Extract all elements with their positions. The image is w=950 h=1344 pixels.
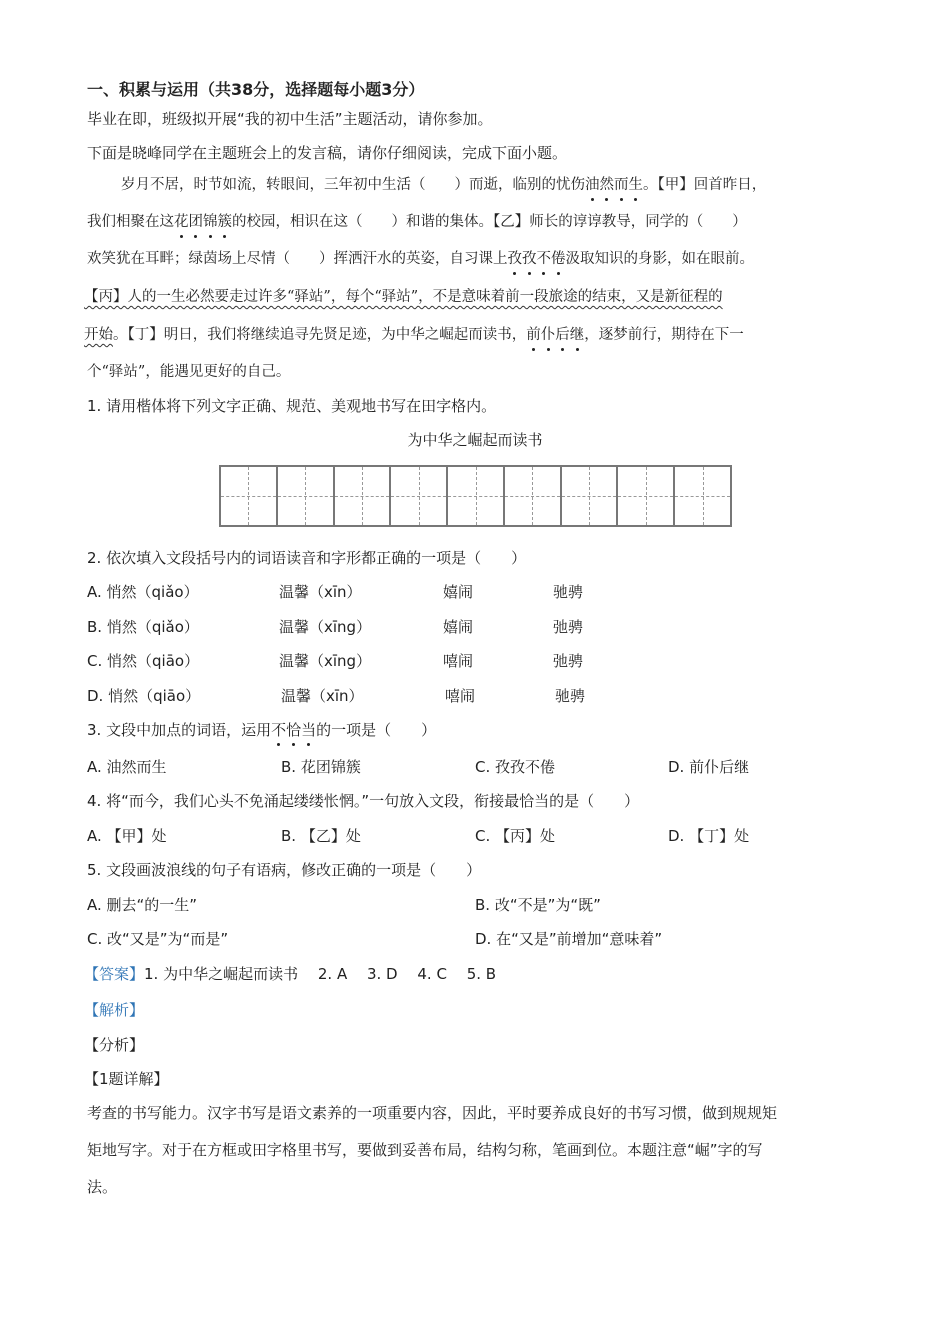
dotted-word-inappropriate: 不恰当 (271, 721, 317, 739)
dotted-word-4: 前仆后继 (526, 327, 584, 343)
q2-option-c: C. 悄然（qiāo） (87, 652, 200, 670)
q3-option-d: D. 前仆后继 (668, 758, 750, 776)
passage-line-5: 开始。【丁】明日，我们将继续追寻先贤足迹，为中华之崛起而读书，前仆后继，逐梦前行，期待在下一 (84, 324, 744, 346)
q5-option-a: A. 删去“的一生” (87, 896, 198, 914)
grid-cell (278, 467, 335, 525)
grid-cell (448, 467, 505, 525)
q2-option-b-word4: 弛骋 (553, 618, 584, 636)
q2-option-a-word4: 驰骋 (553, 583, 584, 601)
question-2-stem: 2. 依次填入文段括号内的词语读音和字形都正确的一项是（ ） (87, 549, 527, 567)
section-title: 一、积累与运用（共38分，选择题每小题3分） (87, 80, 425, 99)
dotted-word-1: 油然而生 (585, 177, 643, 193)
q2-option-c-word3: 嘻闹 (443, 652, 474, 670)
q2-option-d: D. 悄然（qiāo） (87, 687, 201, 705)
answer-line (84, 963, 496, 985)
q4-option-b: B. 【乙】处 (281, 827, 361, 845)
writing-prompt: 为中华之崛起而读书 (407, 431, 543, 449)
detail-label: 【1题详解】 (84, 1070, 169, 1088)
q4-option-a: A. 【甲】处 (87, 827, 167, 845)
passage-line-4 (84, 286, 723, 308)
q2-option-a: A. 悄然（qiǎo） (87, 583, 199, 601)
grid-cell (335, 467, 392, 525)
dotted-word-2: 花团锦簇 (174, 214, 232, 230)
q3-option-c: C. 孜孜不倦 (475, 758, 556, 776)
wavy-sentence-part-1: 【丙】人的一生必然要走过许多“驿站”，每个“驿站”，不是意味着前一段旅途的结束，又是新征程的 (84, 289, 723, 305)
passage-line-3: 欢笑犹在耳畔；绿茵场上尽情（ ）挥洒汗水的英姿，自习课上孜孜不倦汲取知识的身影，如在眼前。 (87, 248, 754, 270)
q4-option-d: D. 【丁】处 (668, 827, 750, 845)
analysis-label: 【解析】 (84, 1001, 145, 1019)
detail-line-3: 法。 (87, 1178, 118, 1196)
grid-cell (391, 467, 448, 525)
q2-option-d-word3: 嘻闹 (445, 687, 476, 705)
grid-cell (221, 467, 278, 525)
intro-text-1: 毕业在即，班级拟开展“我的初中生活”主题活动，请你参加。 (87, 110, 493, 128)
q5-option-d: D. 在“又是”前增加“意味着” (475, 930, 663, 948)
q2-option-d-word4: 驰骋 (555, 687, 586, 705)
q3-option-b: B. 花团锦簇 (281, 758, 361, 776)
q2-option-a-word2: 温馨（xīn） (279, 583, 362, 601)
q2-option-c-word4: 弛骋 (553, 652, 584, 670)
fenxi-label: 【分析】 (84, 1036, 145, 1054)
tianzige-grid (219, 465, 732, 527)
dotted-word-3: 孜孜不倦 (508, 251, 566, 267)
detail-line-2: 矩地写字。对于在方框或田字格里书写，要做到妥善布局，结构匀称，笔画到位。本题注意“崛”字的写 (87, 1141, 763, 1159)
question-1-stem: 1. 请用楷体将下列文字正确、规范、美观地书写在田字格内。 (87, 397, 497, 415)
q2-option-d-word2: 温馨（xīn） (281, 687, 364, 705)
detail-line-1: 考查的书写能力。汉字书写是语文素养的一项重要内容，因此，平时要养成良好的书写习惯，做到规规矩 (87, 1104, 778, 1122)
q2-option-b-word2: 温馨（xīng） (279, 618, 372, 636)
passage-line-1: 岁月不居，时节如流，转眼间，三年初中生活（ ）而逝，临别的忧伤油然而生。【甲】回首昨日， (121, 174, 766, 196)
question-4-stem: 4. 将“而今，我们心头不免涌起缕缕怅惘。”一句放入文段，衔接最恰当的是（ ） (87, 792, 640, 810)
q2-option-b: B. 悄然（qiǎo） (87, 618, 199, 636)
question-5-stem: 5. 文段画波浪线的句子有语病，修改正确的一项是（ ） (87, 861, 482, 879)
answer-text: 1. 为中华之崛起而读书 2. A 3. D 4. C 5. B (144, 965, 497, 983)
passage-line-6: 个“驿站”，能遇见更好的自己。 (87, 364, 291, 380)
q3-option-a: A. 油然而生 (87, 758, 167, 776)
grid-cell (675, 467, 730, 525)
grid-cell (618, 467, 675, 525)
grid-cell (505, 467, 562, 525)
q5-option-b: B. 改“不是”为“既” (475, 896, 601, 914)
q2-option-a-word3: 嬉闹 (443, 583, 474, 601)
wavy-sentence-part-2: 开始 (84, 327, 113, 343)
answer-label: 【答案】 (84, 965, 145, 983)
q4-option-c: C. 【丙】处 (475, 827, 556, 845)
q5-option-c: C. 改“又是”为“而是” (87, 930, 229, 948)
intro-text-2: 下面是晓峰同学在主题班会上的发言稿，请你仔细阅读，完成下面小题。 (87, 144, 568, 162)
grid-cell (562, 467, 619, 525)
question-3-stem: 3. 文段中加点的词语，运用不恰当的一项是（ ） (87, 721, 437, 739)
q2-option-b-word3: 嬉闹 (443, 618, 474, 636)
q2-option-c-word2: 温馨（xīng） (279, 652, 372, 670)
passage-line-2: 我们相聚在这花团锦簇的校园，相识在这（ ）和谐的集体。【乙】师长的谆谆教导，同学的（ ） (87, 211, 747, 233)
